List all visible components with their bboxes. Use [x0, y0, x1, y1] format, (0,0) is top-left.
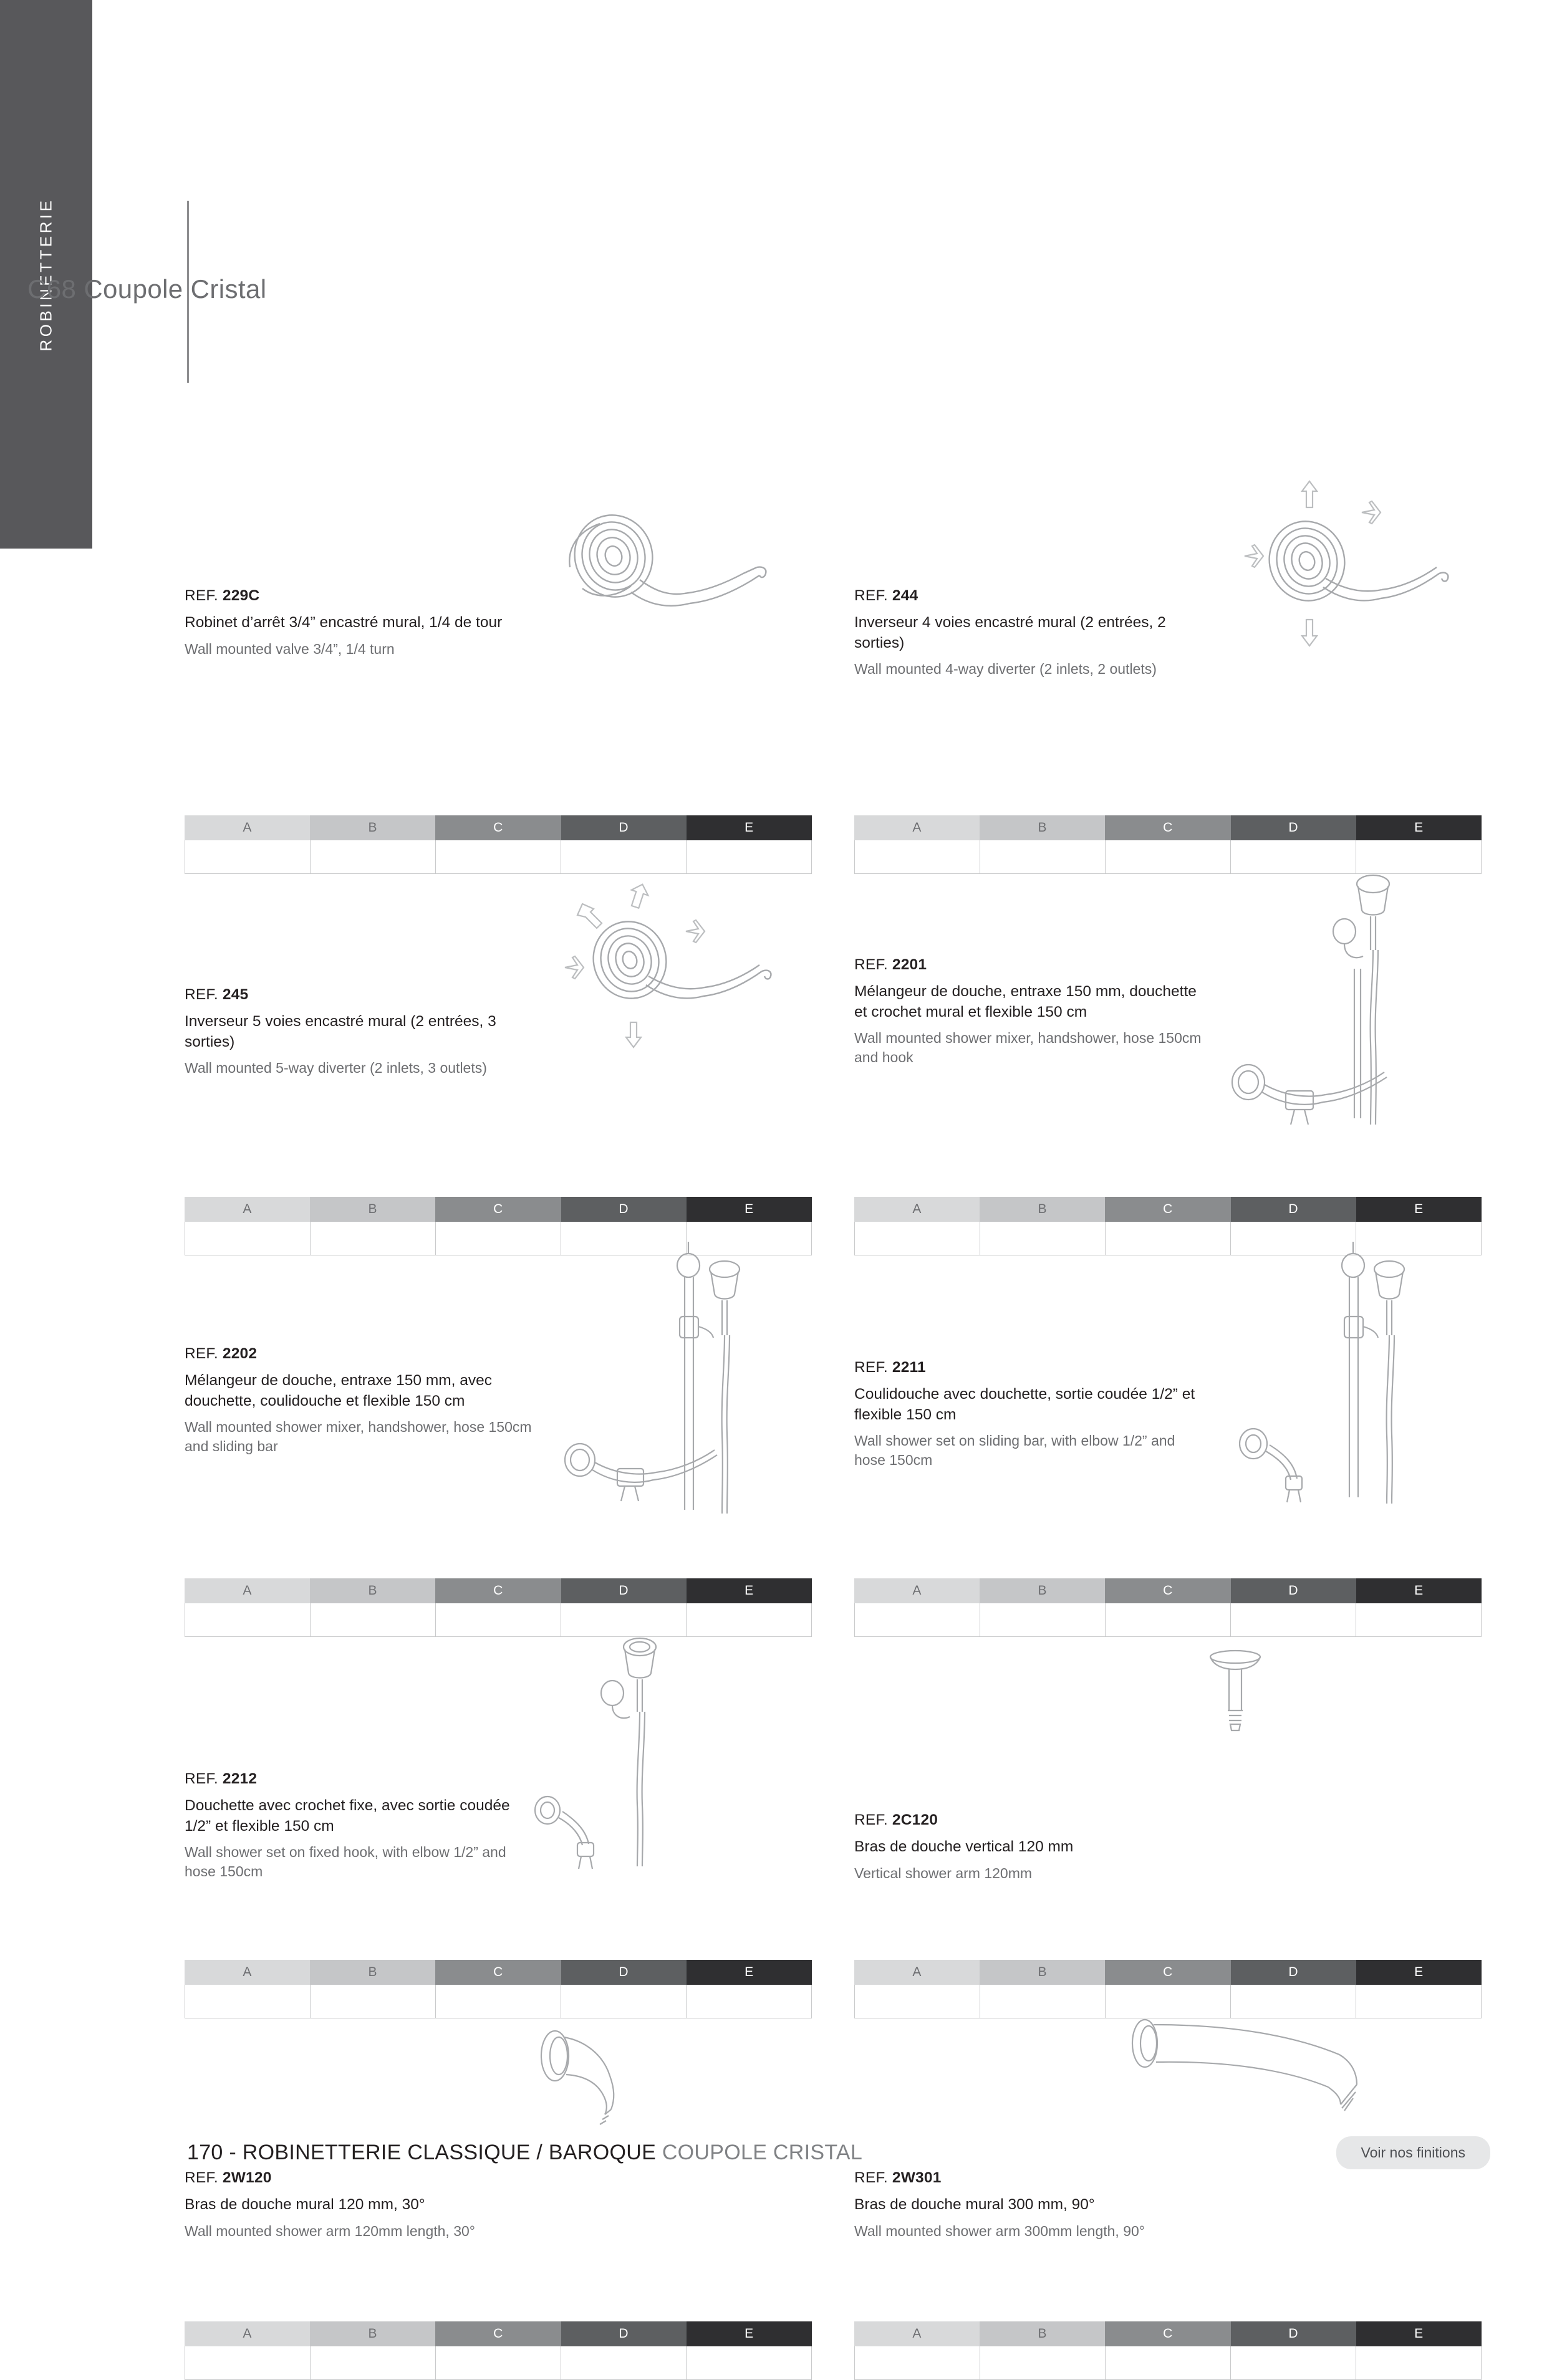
finish-cell	[980, 1985, 1106, 2018]
finish-cell	[185, 1222, 311, 1255]
finish-cell	[311, 1603, 436, 1636]
finish-cell	[185, 1985, 311, 2018]
finish-col-e: E	[687, 815, 812, 840]
finish-cell	[311, 1222, 436, 1255]
finish-table-row	[185, 1985, 812, 2018]
finish-table-row	[854, 2346, 1482, 2380]
finish-cell	[854, 1222, 980, 1255]
product-cell	[854, 492, 1482, 874]
finish-table-row	[185, 1222, 812, 1255]
finish-col-c: C	[435, 815, 561, 840]
product-ref: REF. 2W301	[854, 2169, 942, 2186]
product-row	[185, 1255, 1482, 1637]
finish-cell	[1356, 2346, 1482, 2379]
product-desc-fr: Douchette avec crochet fixe, avec sortie coudée 1/2” et flexible 150 cm	[185, 1797, 510, 1835]
finish-col-b: B	[310, 815, 435, 840]
finish-cell	[1356, 1603, 1482, 1636]
finish-col-d: D	[1231, 1960, 1356, 1985]
product-grid	[185, 492, 1482, 2380]
finish-cell	[980, 840, 1106, 873]
finish-col-b: B	[980, 1197, 1105, 1222]
product-245	[185, 874, 812, 1255]
finish-table-row	[185, 840, 812, 874]
finish-col-e: E	[1356, 815, 1482, 840]
finish-col-d: D	[1231, 1197, 1356, 1222]
finish-table-row	[185, 1603, 812, 1637]
finish-table-row	[185, 2346, 812, 2380]
finish-table	[185, 1197, 812, 1255]
finish-col-c: C	[1105, 1960, 1230, 1985]
finish-table-header	[854, 815, 1482, 840]
product-ref: REF. 2211	[854, 1359, 926, 1376]
finish-cell	[311, 840, 436, 873]
product-2212	[185, 1637, 812, 2018]
product-desc-fr: Coulidouche avec douchette, sortie coudée 1/2” et flexible 150 cm	[854, 1386, 1195, 1423]
footer-main-text: ROBINETTERIE CLASSIQUE / BAROQUE	[242, 2141, 662, 2164]
product-desc-fr: Bras de douche mural 120 mm, 30°	[185, 2196, 425, 2213]
product-cell	[185, 1255, 812, 1637]
footer-caption	[187, 2141, 862, 2165]
product-desc-fr: Inverseur 5 voies encastré mural (2 entrées, 3 sorties)	[185, 1013, 496, 1050]
finish-cell	[561, 840, 687, 873]
finish-table	[185, 1960, 812, 2018]
product-desc-en: Wall shower set on sliding bar, with elbow 1/2” and hose 150cm	[854, 1432, 1175, 1468]
product-desc-en: Wall mounted shower arm 120mm length, 30°	[185, 2222, 475, 2239]
finish-cell	[1356, 1222, 1482, 1255]
finish-table-header	[854, 1197, 1482, 1222]
product-ref: REF. 2202	[185, 1345, 258, 1362]
finish-cell	[1231, 1222, 1356, 1255]
finish-cell	[561, 1603, 687, 1636]
finish-cell	[980, 2346, 1106, 2379]
finish-col-a: A	[854, 1578, 980, 1603]
finish-cell	[1106, 1603, 1231, 1636]
page-title: C68 Coupole Cristal	[27, 274, 267, 304]
finish-col-d: D	[561, 1960, 687, 1985]
finish-table-header	[185, 815, 812, 840]
footer-collection-name: COUPOLE CRISTAL	[662, 2141, 863, 2164]
finish-cell	[436, 2346, 561, 2379]
finish-col-e: E	[687, 2321, 812, 2346]
finish-cell	[436, 1603, 561, 1636]
product-2202	[185, 1255, 812, 1637]
product-row	[185, 492, 1482, 874]
finish-cell	[854, 2346, 980, 2379]
finish-col-c: C	[435, 1578, 561, 1603]
footer-separator: -	[223, 2141, 243, 2164]
finish-col-b: B	[310, 1197, 435, 1222]
finish-col-c: C	[1105, 2321, 1230, 2346]
finish-cell	[980, 1603, 1106, 1636]
finish-table	[854, 1578, 1482, 1637]
view-finishes-button[interactable]: Voir nos finitions	[1336, 2136, 1490, 2169]
finish-col-d: D	[561, 1197, 687, 1222]
product-cell	[185, 874, 812, 1255]
finish-table	[854, 1197, 1482, 1255]
product-desc-en: Wall mounted shower mixer, handshower, hose 150cm and hook	[854, 1030, 1202, 1065]
title-block	[187, 201, 748, 388]
product-illustration-slidingbar	[1188, 1242, 1457, 1535]
product-desc-en: Vertical shower arm 120mm	[854, 1864, 1033, 1881]
product-cell	[185, 2018, 812, 2380]
finish-cell	[854, 840, 980, 873]
product-illustration-valve	[537, 486, 806, 779]
finish-table	[854, 2321, 1482, 2380]
finish-table	[185, 1578, 812, 1637]
finish-table	[185, 2321, 812, 2380]
finish-cell	[687, 1222, 812, 1255]
finish-table	[185, 815, 812, 874]
finish-table-header	[185, 1960, 812, 1985]
finish-cell	[436, 1985, 561, 2018]
finish-table	[854, 815, 1482, 874]
product-row	[185, 1637, 1482, 2018]
finish-cell	[687, 2346, 812, 2379]
finish-col-c: C	[435, 1960, 561, 1985]
product-desc-fr: Mélangeur de douche, entraxe 150 mm, avec douchette, coulidouche et flexible 150 cm	[185, 1372, 493, 1409]
finish-col-c: C	[1105, 815, 1230, 840]
product-229c	[185, 492, 812, 874]
finish-cell	[1106, 2346, 1231, 2379]
finish-col-e: E	[1356, 1197, 1482, 1222]
product-desc-en: Wall mounted 4-way diverter (2 inlets, 2 outlets)	[854, 661, 1157, 678]
product-ref: REF. 2C120	[854, 1811, 938, 1828]
finish-cell	[561, 1222, 687, 1255]
product-desc-fr: Bras de douche vertical 120 mm	[854, 1838, 1074, 1855]
product-ref: REF. 244	[854, 587, 918, 604]
finish-col-b: B	[980, 1578, 1105, 1603]
product-ref: REF. 2201	[854, 956, 927, 973]
finish-col-b: B	[310, 1578, 435, 1603]
finish-cell	[854, 1603, 980, 1636]
finish-cell	[1231, 1985, 1356, 2018]
finish-table-header	[854, 1578, 1482, 1603]
finish-col-d: D	[561, 2321, 687, 2346]
product-desc-en: Wall shower set on fixed hook, with elbow 1/2” and hose 150cm	[185, 1844, 506, 1879]
finish-cell	[185, 840, 311, 873]
product-row	[185, 2018, 1482, 2380]
finish-cell	[436, 1222, 561, 1255]
finish-table-header	[854, 1960, 1482, 1985]
finish-table-header	[185, 1197, 812, 1222]
finish-cell	[854, 1985, 980, 2018]
finish-col-d: D	[1231, 1578, 1356, 1603]
finish-col-a: A	[185, 1197, 310, 1222]
finish-table-row	[854, 1985, 1482, 2018]
finish-cell	[1231, 1603, 1356, 1636]
product-2c120	[854, 1637, 1482, 2018]
finish-col-b: B	[980, 1960, 1105, 1985]
finish-col-a: A	[854, 1960, 980, 1985]
product-desc-en: Wall mounted 5-way diverter (2 inlets, 3 outlets)	[185, 1060, 487, 1077]
product-illustration-mixer-bar	[525, 1242, 793, 1535]
finish-col-a: A	[854, 1197, 980, 1222]
finish-col-c: C	[1105, 1197, 1230, 1222]
product-cell	[185, 1637, 812, 2018]
footer-page-number: 170	[187, 2141, 223, 2164]
finish-cell	[561, 2346, 687, 2379]
product-2211	[854, 1255, 1482, 1637]
finish-cell	[185, 1603, 311, 1636]
finish-cell	[1106, 840, 1231, 873]
product-244	[854, 492, 1482, 874]
page-footer	[187, 2136, 1490, 2169]
finish-cell	[980, 1222, 1106, 1255]
product-desc-fr: Bras de douche mural 300 mm, 90°	[854, 2196, 1095, 2213]
product-desc-en: Wall mounted valve 3/4”, 1/4 turn	[185, 640, 395, 657]
finish-col-d: D	[1231, 2321, 1356, 2346]
product-ref: REF. 2212	[185, 1770, 258, 1787]
product-illustration-diverter4	[1207, 480, 1475, 773]
finish-cell	[1231, 2346, 1356, 2379]
finish-cell	[687, 1603, 812, 1636]
finish-cell	[1231, 840, 1356, 873]
finish-table-row	[854, 1222, 1482, 1255]
finish-col-b: B	[980, 815, 1105, 840]
finish-cell	[1106, 1222, 1231, 1255]
finish-cell	[436, 840, 561, 873]
finish-table-header	[185, 2321, 812, 2346]
finish-table-row	[854, 840, 1482, 874]
product-cell	[854, 2018, 1482, 2380]
finish-col-b: B	[310, 2321, 435, 2346]
finish-col-a: A	[185, 815, 310, 840]
finish-col-d: D	[1231, 815, 1356, 840]
finish-col-b: B	[980, 2321, 1105, 2346]
finish-col-b: B	[310, 1960, 435, 1985]
product-row	[185, 874, 1482, 1255]
finish-cell	[687, 840, 812, 873]
finish-col-e: E	[1356, 1578, 1482, 1603]
product-desc-en: Wall mounted shower mixer, handshower, hose 150cm and sliding bar	[185, 1419, 532, 1454]
finish-col-a: A	[854, 815, 980, 840]
finish-cell	[561, 1985, 687, 2018]
finish-cell	[311, 2346, 436, 2379]
product-cell	[854, 1255, 1482, 1637]
finish-col-a: A	[185, 2321, 310, 2346]
finish-table	[854, 1960, 1482, 2018]
product-ref: REF. 245	[185, 986, 249, 1003]
product-cell	[854, 1637, 1482, 2018]
product-ref: REF. 229C	[185, 587, 260, 604]
finish-cell	[311, 1985, 436, 2018]
product-2w120	[185, 2018, 812, 2380]
finish-cell	[1356, 1985, 1482, 2018]
finish-table-header	[854, 2321, 1482, 2346]
finish-col-e: E	[1356, 2321, 1482, 2346]
product-2w301	[854, 2018, 1482, 2380]
finish-col-a: A	[854, 2321, 980, 2346]
finish-col-a: A	[185, 1578, 310, 1603]
product-desc-en: Wall mounted shower arm 300mm length, 90°	[854, 2222, 1145, 2239]
product-cell	[854, 874, 1482, 1255]
product-ref: REF. 2W120	[185, 2169, 272, 2186]
finish-col-e: E	[687, 1578, 812, 1603]
finish-col-e: E	[687, 1197, 812, 1222]
finish-col-c: C	[1105, 1578, 1230, 1603]
finish-cell	[687, 1985, 812, 2018]
sidebar-category-label: ROBINETTERIE	[36, 197, 55, 352]
product-illustration-mixer-hook	[1188, 857, 1457, 1149]
finish-cell	[185, 2346, 311, 2379]
finish-col-d: D	[561, 1578, 687, 1603]
finish-col-d: D	[561, 815, 687, 840]
finish-table-header	[185, 1578, 812, 1603]
product-2201	[854, 874, 1482, 1255]
finish-col-c: C	[435, 1197, 561, 1222]
finish-col-e: E	[687, 1960, 812, 1985]
product-desc-fr: Robinet d’arrêt 3/4” encastré mural, 1/4 de tour	[185, 614, 503, 631]
finish-col-e: E	[1356, 1960, 1482, 1985]
finish-col-c: C	[435, 2321, 561, 2346]
product-desc-fr: Inverseur 4 voies encastré mural (2 entrées, 2 sorties)	[854, 614, 1166, 651]
finish-cell	[1106, 1985, 1231, 2018]
product-cell	[185, 492, 812, 874]
product-illustration-diverter5	[537, 855, 806, 1148]
product-desc-fr: Mélangeur de douche, entraxe 150 mm, douchette et crochet mural et flexible 150 cm	[854, 983, 1197, 1020]
finish-cell	[1356, 840, 1482, 873]
finish-col-a: A	[185, 1960, 310, 1985]
finish-table-row	[854, 1603, 1482, 1637]
